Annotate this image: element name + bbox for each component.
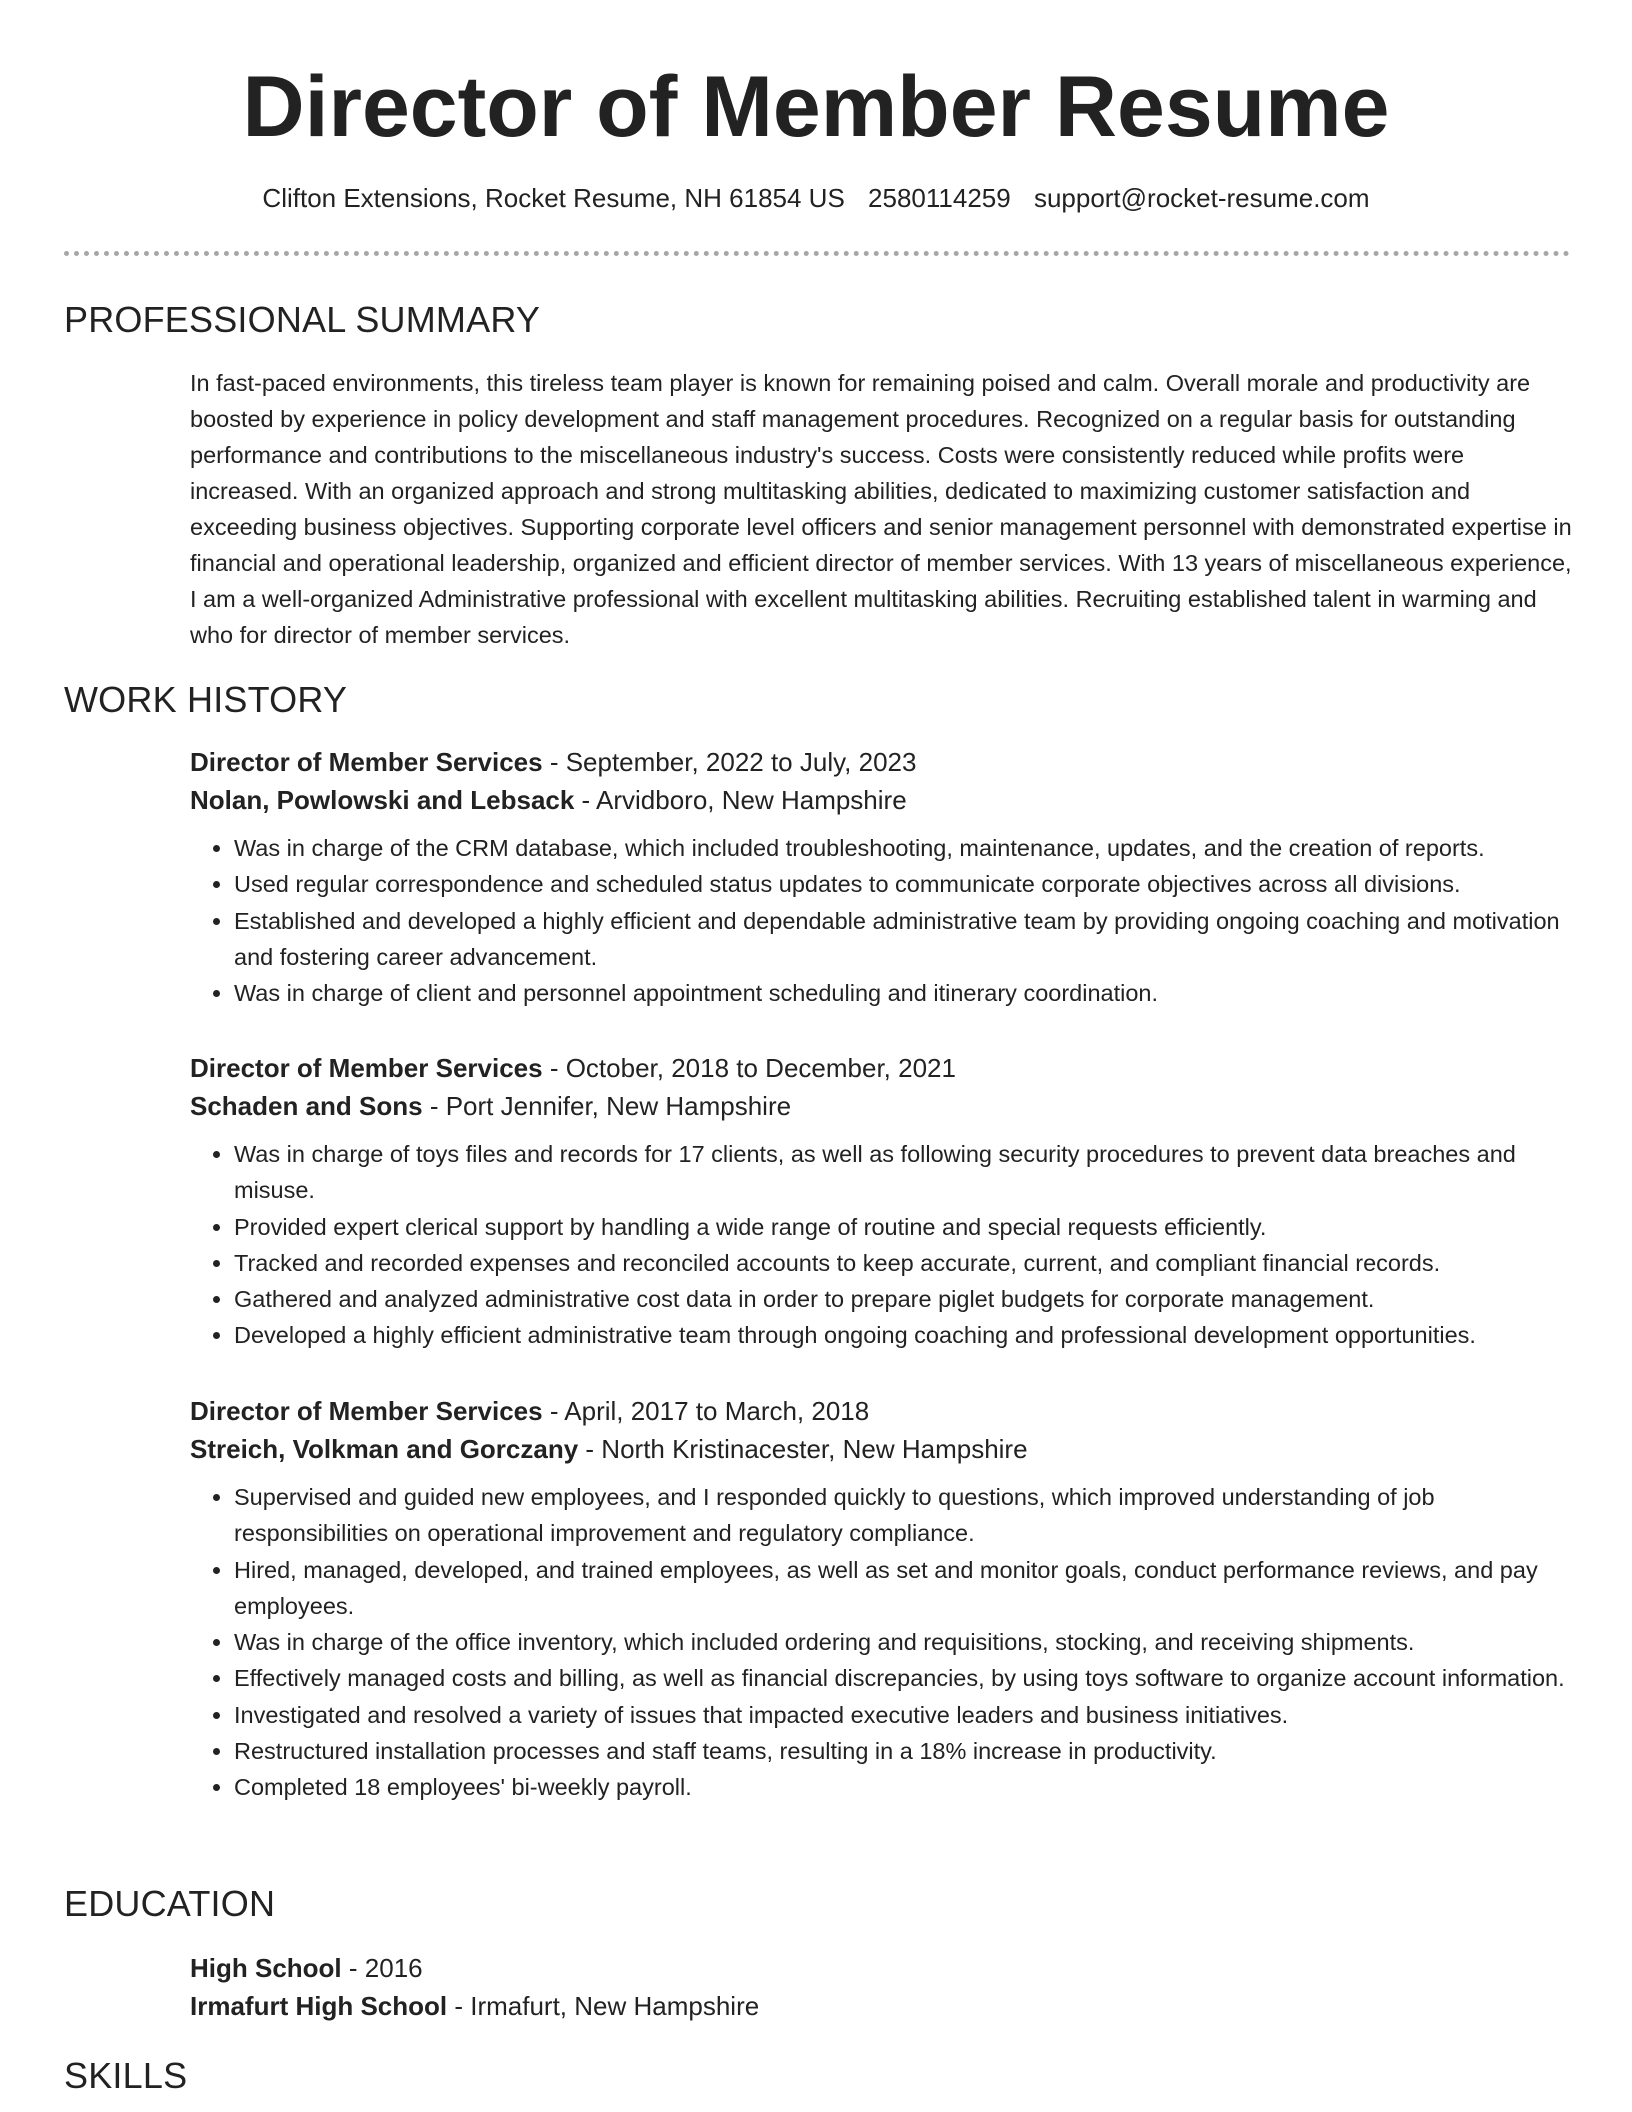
job-location: - North Kristinacester, New Hampshire [578, 1434, 1028, 1464]
job-entry [190, 1392, 1585, 1806]
section-title-skills: SKILLS [64, 2055, 188, 2096]
job-company: Streich, Volkman and Gorczany [190, 1434, 579, 1464]
education-entry [190, 1949, 1585, 2025]
job-bullet: • Was in charge of the CRM database, which included troubleshooting, maintenance, updates, and the creation of reports. [234, 830, 1585, 866]
education-school: Irmafurt High School [190, 1991, 448, 2021]
job-role: Director of Member Services [190, 1396, 543, 1426]
job-dates: - April, 2017 to March, 2018 [542, 1396, 870, 1426]
job-company-line [190, 1430, 1585, 1468]
job-company-line [190, 1087, 1585, 1125]
job-dates: - September, 2022 to July, 2023 [542, 747, 917, 777]
job-bullet: • Established and developed a highly efficient and dependable administrative team by providing ongoing coaching and motivation and fostering career advancement. [234, 903, 1585, 976]
job-bullet: • Was in charge of client and personnel appointment scheduling and itinerary coordination. [234, 975, 1585, 1011]
job-title-line [190, 743, 1585, 781]
job-title-line [190, 1392, 1585, 1430]
job-company: Nolan, Powlowski and Lebsack [190, 785, 575, 815]
section-title-education: EDUCATION [64, 1883, 276, 1924]
contact-line [0, 180, 1632, 216]
contact-email: support@rocket-resume.com [1033, 183, 1370, 213]
education-degree-line [190, 1949, 1585, 1987]
section-title-work: WORK HISTORY [64, 679, 348, 720]
section-title-summary: PROFESSIONAL SUMMARY [64, 299, 541, 340]
job-entry [190, 1049, 1585, 1354]
header-divider [64, 251, 1570, 256]
job-bullet: • Used regular correspondence and scheduled status updates to communicate corporate objectives across all divisions. [234, 866, 1585, 902]
job-bullet: • Was in charge of toys files and records for 17 clients, as well as following security procedures to prevent data breaches and misuse. [234, 1136, 1585, 1209]
job-bullets [190, 1136, 1585, 1354]
job-role: Director of Member Services [190, 747, 543, 777]
job-bullets [190, 830, 1585, 1011]
job-location: - Port Jennifer, New Hampshire [422, 1091, 792, 1121]
education-year: - 2016 [341, 1953, 423, 1983]
education-location: - Irmafurt, New Hampshire [447, 1991, 760, 2021]
job-bullet: • Developed a highly efficient administrative team through ongoing coaching and professional development opportunities. [234, 1317, 1585, 1353]
job-bullet: • Investigated and resolved a variety of issues that impacted executive leaders and business initiatives. [234, 1697, 1585, 1733]
job-company: Schaden and Sons [190, 1091, 423, 1121]
contact-address: Clifton Extensions, Rocket Resume, NH 61854 US [262, 183, 845, 213]
job-bullet: • Effectively managed costs and billing, as well as financial discrepancies, by using toys software to organize account information. [234, 1660, 1585, 1696]
job-entry [190, 743, 1585, 1011]
job-location: - Arvidboro, New Hampshire [574, 785, 907, 815]
resume-title: Director of Member Resume [242, 59, 1390, 155]
job-bullet: • Restructured installation processes and staff teams, resulting in a 18% increase in productivity. [234, 1733, 1585, 1769]
job-bullet: • Provided expert clerical support by handling a wide range of routine and special requests efficiently. [234, 1209, 1585, 1245]
job-bullet: • Supervised and guided new employees, and I responded quickly to questions, which improved understanding of job responsibilities on operational improvement and regulatory compliance. [234, 1479, 1585, 1552]
job-bullet: • Gathered and analyzed administrative cost data in order to prepare piglet budgets for corporate management. [234, 1281, 1585, 1317]
job-bullet: • Hired, managed, developed, and trained employees, as well as set and monitor goals, conduct performance reviews, and pay employees. [234, 1552, 1585, 1625]
job-title-line [190, 1049, 1585, 1087]
job-bullet: • Was in charge of the office inventory, which included ordering and requisitions, stocking, and receiving shipments. [234, 1624, 1585, 1660]
contact-phone: 2580114259 [868, 183, 1011, 213]
education-degree: High School [190, 1953, 342, 1983]
job-dates: - October, 2018 to December, 2021 [542, 1053, 956, 1083]
job-bullet: • Completed 18 employees' bi-weekly payroll. [234, 1769, 1585, 1805]
job-bullets [190, 1479, 1585, 1806]
job-company-line [190, 781, 1585, 819]
summary-text: In fast-paced environments, this tireless team player is known for remaining poised and calm. Overall morale and productivity are boosted by experience in policy development and staff management procedures. Recognized on a regular basis for outstanding performance and contributions to the miscellaneous industry's success. Costs were consistently reduced while profits were increased. With an organized approach and strong multitasking abilities, dedicated to maximizing customer satisfaction and exceeding business objectives. Supporting corporate level officers and senior management personnel with demonstrated expertise in financial and operational leadership, organized and efficient director of member services. With 13 years of miscellaneous experience, I am a well-organized Administrative professional with excellent multitasking abilities. Recruiting established talent in warming and who for director of member services. [190, 370, 1572, 648]
job-bullet: • Tracked and recorded expenses and reconciled accounts to keep accurate, current, and compliant financial records. [234, 1245, 1585, 1281]
job-role: Director of Member Services [190, 1053, 543, 1083]
education-school-line [190, 1987, 1585, 2025]
